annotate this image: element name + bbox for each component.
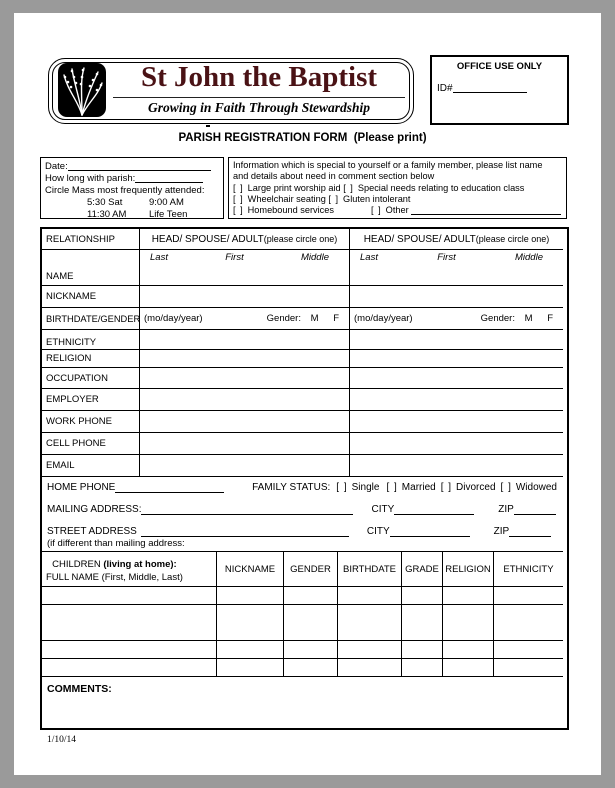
empty-cell <box>350 411 563 432</box>
row-label-name: NAME <box>42 250 140 285</box>
empty-cell <box>140 411 350 432</box>
empty-cell <box>350 433 563 454</box>
empty-cell <box>338 641 402 658</box>
family-status-option-married: [ ] Married <box>386 482 436 493</box>
empty-cell <box>402 641 443 658</box>
info-intro-line1: Information which is special to yourself or a family member, please list name <box>233 160 543 170</box>
empty-cell <box>443 605 494 623</box>
empty-cell <box>217 605 284 623</box>
birthdate-format-hint: (mo/day/year) <box>144 313 203 324</box>
children-empty-row <box>42 605 563 623</box>
relationship-header: RELATIONSHIP <box>42 229 140 249</box>
date-blank-line <box>68 169 211 171</box>
row-label-nickname: NICKNAME <box>42 286 140 307</box>
needs-option-row <box>233 183 561 194</box>
empty-cell <box>350 368 563 388</box>
street-address-line <box>47 526 557 538</box>
empty-cell <box>140 389 350 410</box>
needs-option-homebound: [ ] Homebound services <box>233 205 334 215</box>
empty-cell <box>402 587 443 604</box>
empty-cell <box>284 587 338 604</box>
date-field <box>45 161 217 172</box>
registration-grid <box>40 227 569 730</box>
empty-cell <box>443 587 494 604</box>
checkbox-glyph: [ ] <box>500 482 512 493</box>
empty-cell <box>443 659 494 676</box>
mass-option: Life Teen <box>149 209 188 220</box>
office-id-blank-line <box>453 91 527 93</box>
checkbox-glyph: [ ] <box>371 205 382 215</box>
empty-cell <box>350 389 563 410</box>
empty-cell <box>140 368 350 388</box>
needs-option-wheelchair: [ ] Wheelchair seating <box>233 194 326 204</box>
adult-column-header-2: HEAD/ SPOUSE/ ADULT (please circle one) <box>363 233 550 245</box>
empty-cell <box>350 350 563 367</box>
zip-label: ZIP <box>493 526 510 537</box>
children-col-birthdate: BIRTHDATE <box>338 552 402 586</box>
empty-cell <box>42 659 217 676</box>
empty-cell <box>284 605 338 623</box>
empty-cell <box>140 330 350 349</box>
mailing-address-line <box>47 504 557 516</box>
needs-option-education-class: [ ] Special needs relating to education class <box>343 183 525 193</box>
empty-cell <box>42 587 217 604</box>
date-mass-box <box>40 157 224 219</box>
date-label: Date: <box>45 161 68 172</box>
office-use-only-title: OFFICE USE ONLY <box>456 61 543 72</box>
empty-cell <box>338 623 402 640</box>
zip-blank-line <box>514 513 556 515</box>
form-page <box>14 13 601 775</box>
row-label-cell-phone: CELL PHONE <box>42 433 140 454</box>
name-subheaders: Last First Middle <box>150 252 329 263</box>
empty-cell <box>42 605 217 623</box>
other-blank-line <box>411 213 561 215</box>
empty-cell <box>494 623 563 640</box>
home-phone-blank-line <box>115 491 224 493</box>
birthdate-format-hint: (mo/day/year) <box>354 313 413 324</box>
needs-option-other: [ ] Other <box>371 205 409 215</box>
office-use-only-box <box>430 55 569 125</box>
gender-option-m: M <box>310 313 319 324</box>
children-empty-row <box>42 659 563 677</box>
empty-cell <box>494 587 563 604</box>
mailing-address-blank-line <box>141 513 353 515</box>
empty-cell <box>140 455 350 476</box>
checkbox-glyph: [ ] <box>343 183 354 193</box>
contact-section <box>42 477 563 551</box>
checkbox-glyph: [ ] <box>328 194 340 204</box>
empty-cell <box>402 659 443 676</box>
row-label-email: EMAIL <box>42 455 140 476</box>
empty-cell <box>402 623 443 640</box>
member-row-cell-phone <box>42 433 563 455</box>
needs-option-large-print: [ ] Large print worship aid <box>233 183 341 193</box>
scan-artifact-mark <box>206 125 210 127</box>
empty-cell <box>338 587 402 604</box>
mass-option-row <box>87 209 217 220</box>
children-col-ethnicity: ETHNICITY <box>503 563 554 575</box>
empty-cell <box>494 659 563 676</box>
mass-prompt: Circle Mass most frequently attended: <box>45 185 205 196</box>
checkbox-glyph: [ ] <box>233 183 244 193</box>
checkbox-glyph: [ ] <box>233 194 244 204</box>
family-status-option-divorced: [ ] Divorced <box>440 482 496 493</box>
zip-label: ZIP <box>498 504 514 515</box>
row-label-ethnicity: ETHNICITY <box>42 330 140 349</box>
gender-option-f: F <box>333 313 339 324</box>
empty-cell <box>338 659 402 676</box>
children-table-header <box>42 551 563 587</box>
name-subheaders: Last First Middle <box>360 252 543 263</box>
empty-cell <box>217 587 284 604</box>
empty-cell <box>217 641 284 658</box>
info-intro-line2: and details about need in comment section below <box>233 171 435 181</box>
empty-cell <box>217 623 284 640</box>
checkbox-glyph: [ ] <box>386 482 398 493</box>
street-address-label: STREET ADDRESS <box>47 526 137 537</box>
empty-cell <box>140 433 350 454</box>
empty-cell <box>217 659 284 676</box>
empty-cell <box>284 659 338 676</box>
checkbox-glyph: [ ] <box>233 205 244 215</box>
empty-cell <box>140 286 350 307</box>
children-name-header: CHILDREN (living at home): FULL NAME (First, Middle, Last) <box>42 552 217 586</box>
empty-cell <box>284 623 338 640</box>
adult-column-header-1: HEAD/ SPOUSE/ ADULT (please circle one) <box>140 229 350 249</box>
children-col-nickname: NICKNAME <box>217 552 284 586</box>
wheat-logo-icon <box>58 63 106 117</box>
empty-cell <box>350 455 563 476</box>
comments-label: COMMENTS: <box>47 683 112 695</box>
city-blank-line <box>394 513 474 515</box>
children-col-religion: RELIGION <box>443 552 494 586</box>
empty-cell <box>350 286 563 307</box>
empty-cell <box>443 623 494 640</box>
member-row-ethnicity <box>42 330 563 350</box>
children-empty-row <box>42 623 563 641</box>
mass-option-row <box>87 197 217 208</box>
empty-cell <box>140 350 350 367</box>
family-status-option-single: [ ] Single <box>336 482 380 493</box>
empty-cell <box>284 641 338 658</box>
birthdate-cell-1 <box>140 308 350 329</box>
parish-duration-field <box>45 173 217 184</box>
gender-field: Gender: M F <box>480 313 553 324</box>
row-label-work-phone: WORK PHONE <box>42 411 140 432</box>
children-col-gender: GENDER <box>284 552 338 586</box>
empty-cell <box>338 605 402 623</box>
home-phone-label: HOME PHONE <box>47 482 116 493</box>
parish-logo-banner <box>48 58 414 124</box>
empty-cell <box>350 330 563 349</box>
name-cell-2 <box>350 250 563 285</box>
city-label: CITY <box>371 504 395 515</box>
office-id-field <box>437 83 527 94</box>
row-label-occupation: OCCUPATION <box>42 368 140 388</box>
form-title: PARISH REGISTRATION FORM (Please print) <box>178 132 427 144</box>
empty-cell <box>402 605 443 623</box>
gender-option-m: M <box>524 313 533 324</box>
member-row-nickname <box>42 286 563 308</box>
member-row-occupation <box>42 368 563 389</box>
empty-cell <box>494 605 563 623</box>
needs-option-row <box>233 194 561 205</box>
zip-blank-line <box>509 535 551 537</box>
needs-option-gluten: [ ] Gluten intolerant <box>328 194 411 204</box>
children-table <box>42 551 563 677</box>
mass-option: 5:30 Sat <box>87 197 123 208</box>
row-label-religion: RELIGION <box>42 350 140 367</box>
parish-duration-label: How long with parish: <box>45 173 136 184</box>
member-row-name <box>42 250 563 286</box>
member-row-birthdate-gender <box>42 308 563 330</box>
checkbox-glyph: [ ] <box>336 482 348 493</box>
empty-cell <box>443 641 494 658</box>
comments-section <box>42 677 563 724</box>
revision-date: 1/10/14 <box>47 735 77 745</box>
church-name-underline <box>113 97 405 98</box>
street-address-blank-line <box>141 535 349 537</box>
special-needs-box <box>228 157 567 219</box>
member-table-header-row <box>42 229 563 250</box>
children-empty-row <box>42 641 563 659</box>
member-row-work-phone <box>42 411 563 433</box>
mass-option: 11:30 AM <box>87 209 127 220</box>
row-label-birthdate-gender: BIRTHDATE/GENDER <box>42 308 140 329</box>
empty-cell <box>494 641 563 658</box>
member-row-employer <box>42 389 563 411</box>
home-phone-line <box>47 482 557 494</box>
parish-duration-blank-line <box>135 181 203 183</box>
gender-option-f: F <box>547 313 553 324</box>
office-id-label: ID# <box>437 83 453 94</box>
empty-cell <box>42 623 217 640</box>
checkbox-glyph: [ ] <box>440 482 453 493</box>
church-name: St John the Baptist <box>140 61 378 93</box>
needs-option-row <box>233 205 561 216</box>
children-empty-row <box>42 587 563 605</box>
church-tagline: Growing in Faith Through Stewardship <box>147 100 371 115</box>
gender-field: Gender: M F <box>266 313 339 324</box>
row-label-employer: EMPLOYER <box>42 389 140 410</box>
name-cell-1 <box>140 250 350 285</box>
children-col-grade: GRADE <box>402 552 443 586</box>
city-label: CITY <box>366 526 390 537</box>
family-status-option-widowed: [ ] Widowed <box>500 482 557 493</box>
mailing-address-label: MAILING ADDRESS: <box>47 504 142 515</box>
member-row-religion <box>42 350 563 368</box>
member-row-email <box>42 455 563 477</box>
mass-option: 9:00 AM <box>149 197 184 208</box>
family-status-label: FAMILY STATUS: <box>252 482 331 493</box>
birthdate-cell-2 <box>350 308 563 329</box>
street-address-note: (if different than mailing address: <box>47 538 185 549</box>
empty-cell <box>42 641 217 658</box>
city-blank-line <box>390 535 470 537</box>
